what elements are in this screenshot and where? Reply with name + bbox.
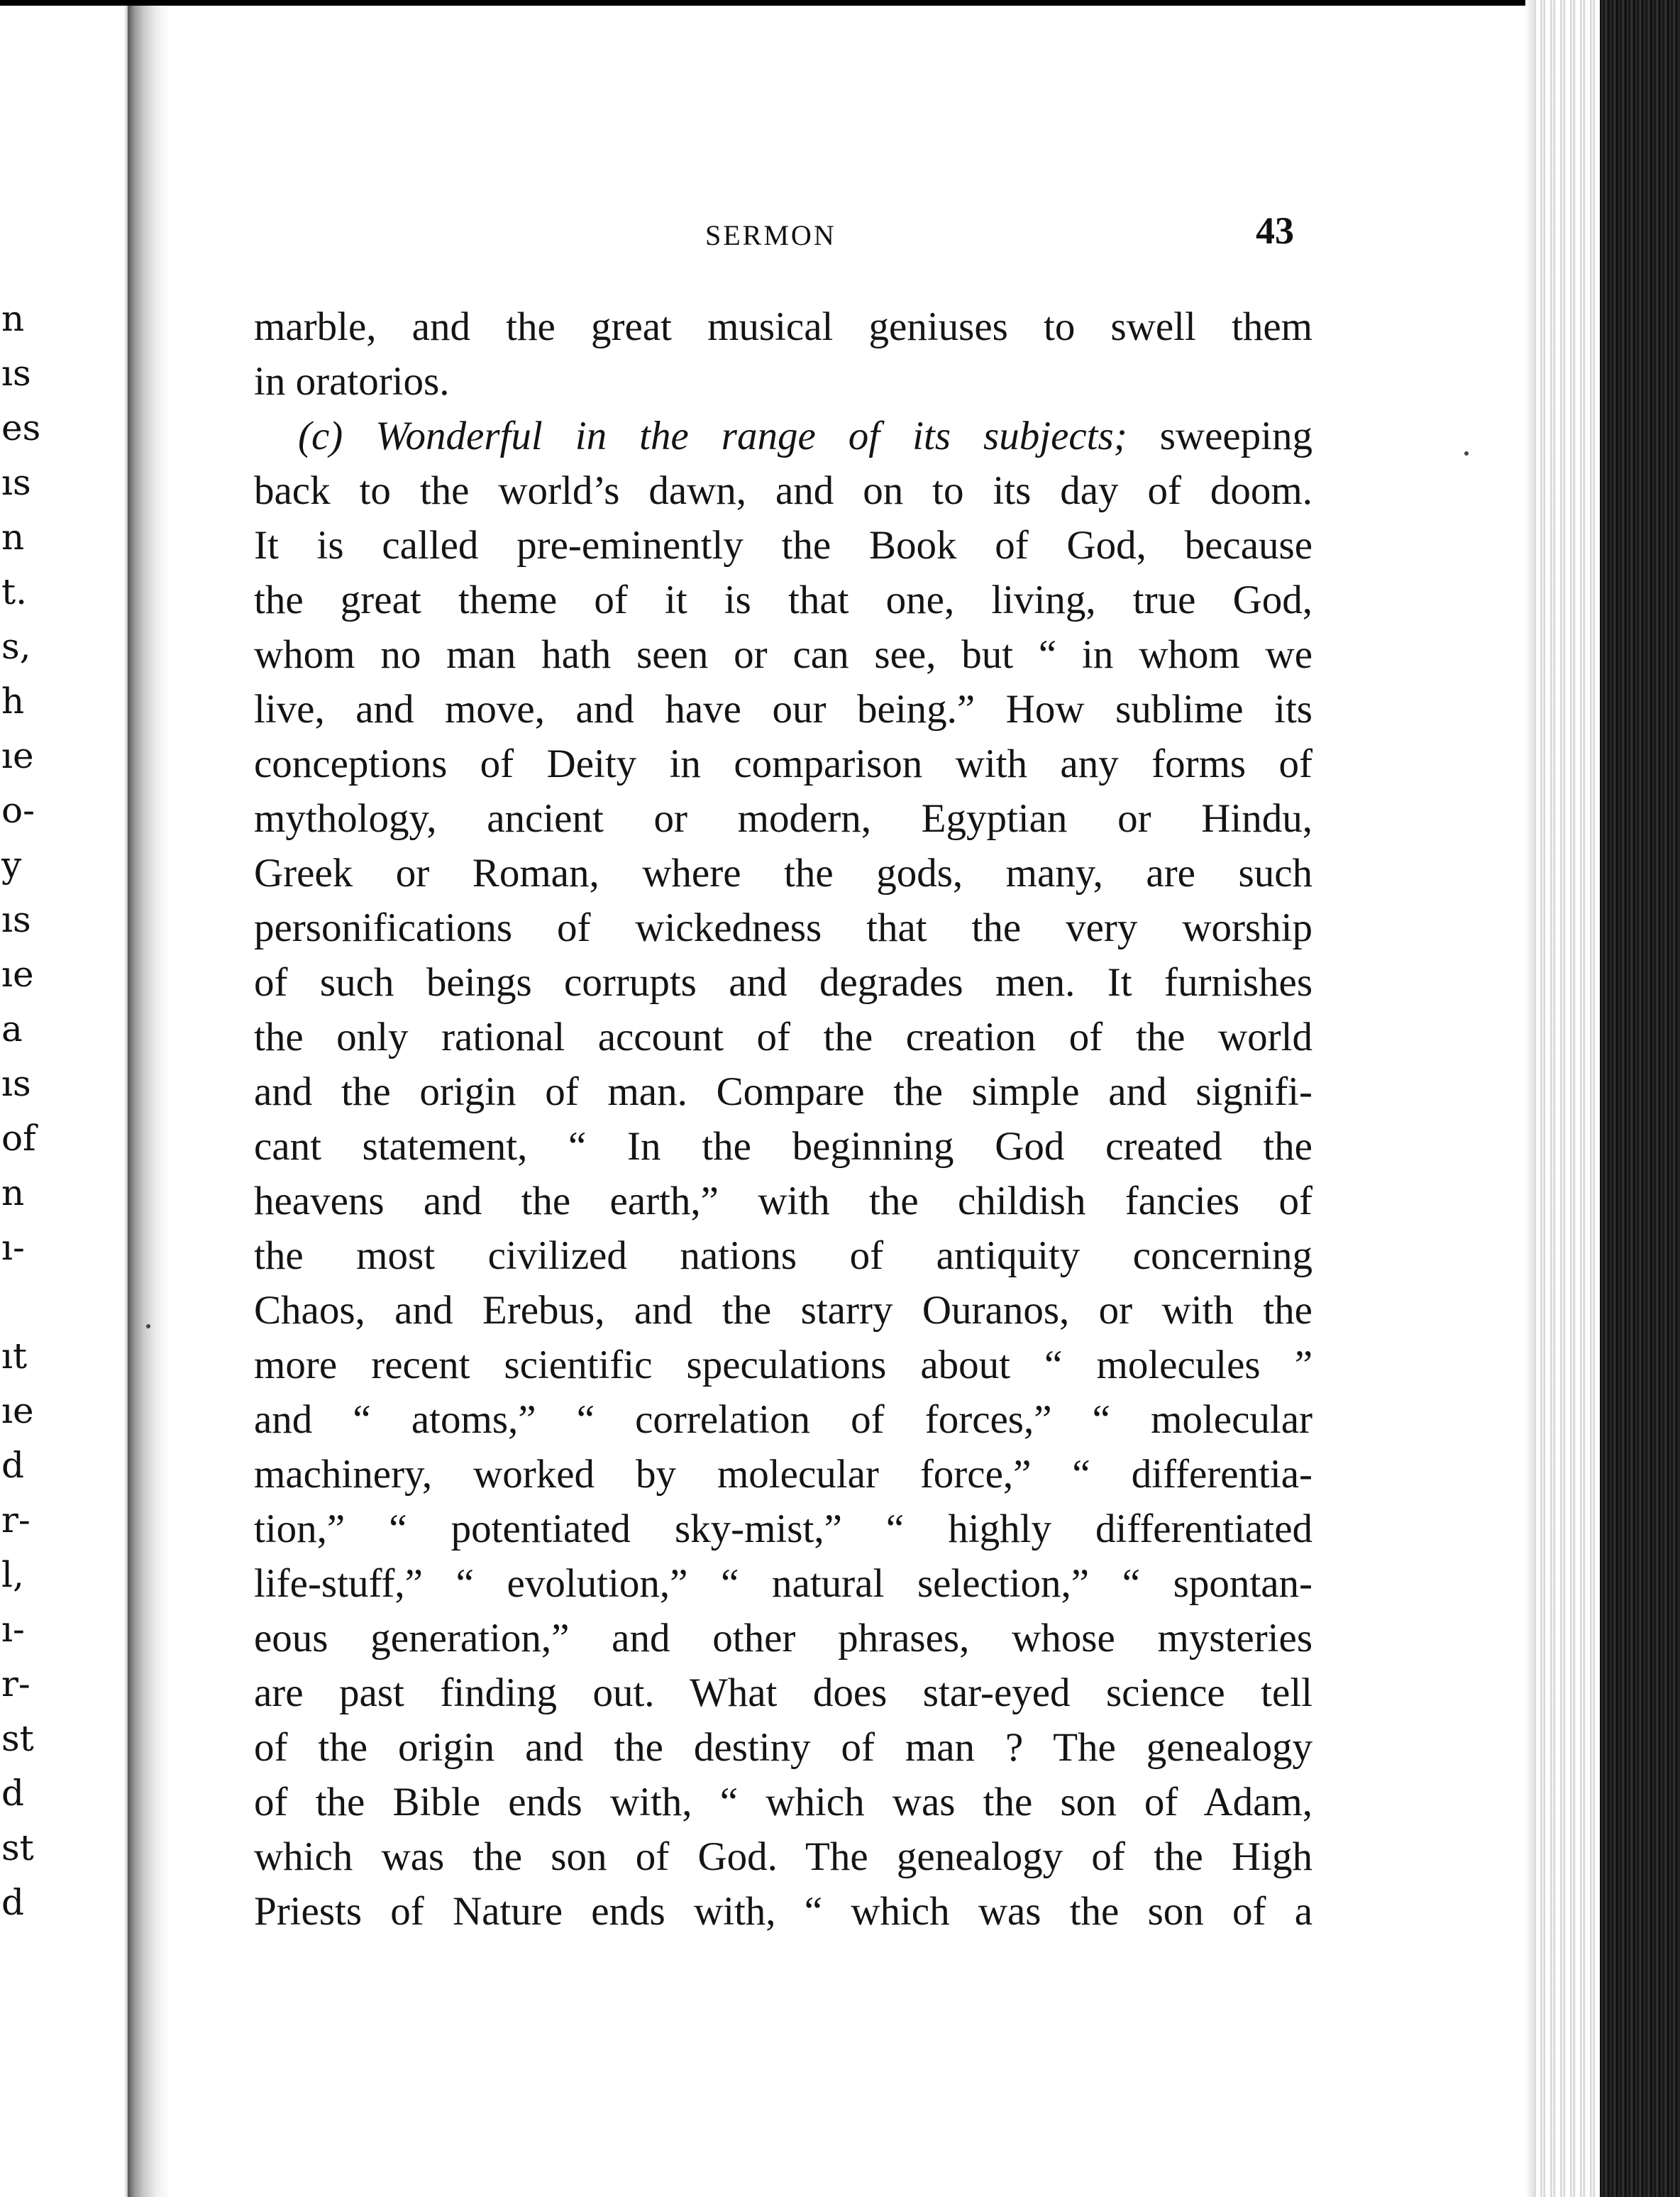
text-line: back to the world’s dawn, and on to its day of doom.: [254, 468, 1312, 513]
facing-page-fragment: t.: [1, 571, 27, 612]
text-line: and “ atoms,” “ correlation of forces,” “ molecular: [254, 1397, 1312, 1442]
text-line: the only rational account of the creation of the world: [254, 1015, 1312, 1059]
facing-page-fragment: ıs: [1, 353, 31, 394]
facing-page-fragment: ıe: [1, 954, 34, 995]
book-cover: [1600, 0, 1680, 2197]
text-line: marble, and the great musical geniuses to swell them: [254, 304, 1312, 349]
facing-page-fragment: o-: [1, 790, 35, 831]
text-line: personifications of wickedness that the very worship: [254, 905, 1312, 950]
text-line: more recent scientific speculations about “ molecules ”: [254, 1343, 1312, 1387]
facing-page-fragment: of: [1, 1118, 36, 1159]
facing-page-fragment: ıs: [1, 462, 31, 503]
text-line: cant statement, “ In the beginning God created the: [254, 1124, 1312, 1169]
page-number: 43: [1256, 209, 1294, 252]
text-line: the great theme of it is that one, living, true God,: [254, 578, 1312, 622]
text-line: which was the son of God. The genealogy of the High: [254, 1834, 1312, 1879]
top-edge: [0, 0, 1680, 6]
page-edges: [1536, 0, 1603, 2197]
text-line: heavens and the earth,” with the childish fancies of: [254, 1179, 1312, 1223]
text-line: in oratorios.: [254, 359, 450, 404]
text-line: life-stuff,” “ evolution,” “ natural selection,” “ spontan-: [254, 1561, 1312, 1606]
facing-page-fragment: d: [1, 1773, 25, 1814]
running-title: SERMON: [705, 219, 836, 251]
text-line: Priests of Nature ends with, “ which was the son of a: [254, 1889, 1312, 1934]
facing-page-fragment: l,: [1, 1554, 24, 1595]
facing-page-fragment: d: [1, 1445, 25, 1486]
facing-page-fragment: r-: [1, 1499, 31, 1541]
italic-phrase: (c) Wonderful in the range of its subjects;: [298, 414, 1127, 458]
facing-page-fragment: n: [1, 1172, 25, 1213]
text-line: the most civilized nations of antiquity concerning: [254, 1233, 1312, 1278]
text-line: of the origin and the destiny of man ? The genealogy: [254, 1725, 1312, 1770]
text-line: Chaos, and Erebus, and the starry Ouranos, or with the: [254, 1288, 1312, 1333]
facing-page-fragment: y: [1, 844, 22, 886]
text-line: machinery, worked by molecular force,” “ differentia-: [254, 1452, 1312, 1497]
scan-speck: [1464, 451, 1469, 456]
text-line: of such beings corrupts and degrades men. It furnishes: [254, 960, 1312, 1005]
facing-page-fragment: ı-: [1, 1609, 25, 1650]
text-line: [254, 409, 1312, 463]
scan-speck: [146, 1324, 150, 1328]
text-line: and the origin of man. Compare the simple and signifi-: [254, 1069, 1312, 1114]
facing-page-fragment: ıs: [1, 899, 31, 940]
text-line: mythology, ancient or modern, Egyptian or Hindu,: [254, 796, 1312, 841]
text-line: of the Bible ends with, “ which was the son of Adam,: [254, 1780, 1312, 1824]
facing-page-fragment: ıe: [1, 735, 34, 776]
facing-page-fragment: st: [1, 1718, 34, 1759]
text-line: It is called pre-eminently the Book of God, because: [254, 523, 1312, 568]
text-line: tion,” “ potentiated sky-mist,” “ highly differentiated: [254, 1507, 1312, 1551]
book-gutter: [128, 0, 170, 2197]
body-text: [254, 299, 1312, 1939]
text-line: conceptions of Deity in comparison with any forms of: [254, 742, 1312, 786]
facing-page-fragment: ıt: [1, 1336, 28, 1377]
facing-page-fragment: s,: [1, 626, 31, 667]
text-line: eous generation,” and other phrases, whose mysteries: [254, 1616, 1312, 1661]
facing-page-fragment: a: [1, 1008, 23, 1050]
text-line: whom no man hath seen or can see, but “ in whom we: [254, 632, 1312, 677]
facing-page-fragment: ıe: [1, 1390, 34, 1431]
text-line: are past finding out. What does star-eyed science tell: [254, 1670, 1312, 1715]
facing-page-fragment: h: [1, 681, 25, 722]
text-line: Greek or Roman, where the gods, many, are such: [254, 851, 1312, 896]
facing-page-fragment: ı-: [1, 1227, 25, 1268]
facing-page-fragment: st: [1, 1827, 34, 1868]
facing-page-fragment: n: [1, 298, 25, 339]
facing-page-fragment: ıs: [1, 1063, 31, 1104]
facing-page-fragment: es: [1, 407, 41, 448]
line-text: sweeping: [1127, 414, 1312, 458]
facing-page-fragment: r-: [1, 1663, 31, 1705]
text-line: live, and move, and have our being.” How sublime its: [254, 687, 1312, 732]
facing-page-fragment: n: [1, 517, 25, 558]
facing-page-fragment: d: [1, 1882, 25, 1923]
